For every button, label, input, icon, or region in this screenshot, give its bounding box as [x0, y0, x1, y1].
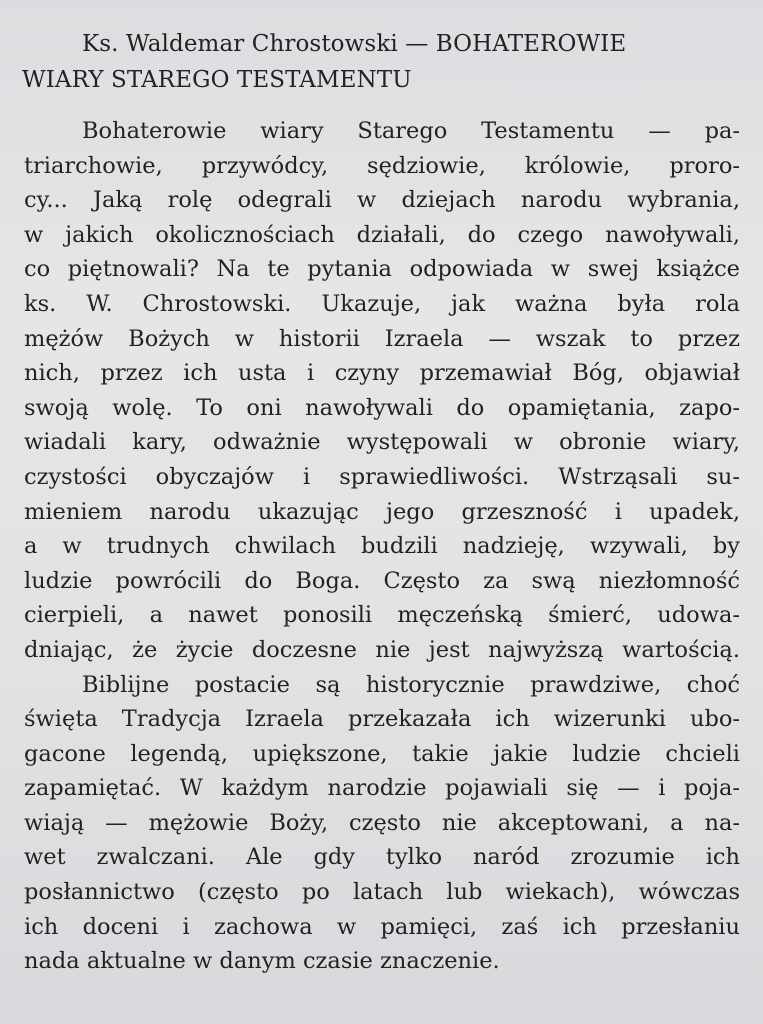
text-line: Biblijne postacie są historycznie prawdziwe, choć — [82, 671, 740, 698]
text-line: gacone legendą, upiększone, takie jakie ludzie chcieli — [24, 740, 740, 767]
text-line: swoją wolę. To oni nawoływali do opamiętania, zapo- — [24, 394, 740, 421]
text-line: ludzie powrócili do Boga. Często za swą niezłomność — [24, 567, 740, 594]
text-line: co piętnowali? Na te pytania odpowiada w swej książce — [24, 256, 740, 283]
text-line: wiają — mężowie Boży, często nie akceptowani, a na- — [24, 809, 740, 836]
header-author-title-line: Ks. Waldemar Chrostowski — BOHATEROWIE — [82, 31, 627, 57]
text-line: cy... Jaką rolę odegrali w dziejach narodu wybrania, — [24, 187, 740, 214]
text-line: ich doceni i zachowa w pamięci, zaś ich przesłaniu — [24, 913, 740, 940]
text-line: posłannictwo (często po latach lub wiekach), wówczas — [24, 879, 740, 906]
text-line: cierpieli, a nawet ponosili męczeńską śmierć, udowa- — [24, 602, 740, 629]
text-line: zapamiętać. W każdym narodzie pojawiali się — i poja- — [24, 775, 740, 802]
text-line: wiadali kary, odważnie występowali w obronie wiary, — [24, 429, 740, 456]
text-line: Bohaterowie wiary Starego Testamentu — pa- — [82, 118, 740, 144]
text-line: nada aktualne w danym czasie znaczenie. — [24, 948, 500, 975]
text-line: czystości obyczajów i sprawiedliwości. Wstrząsali su- — [24, 463, 740, 490]
text-line: dniając, że życie doczesne nie jest najwyższą wartością. — [24, 636, 740, 663]
book-header — [22, 26, 742, 98]
text-line: a w trudnych chwilach budzili nadzieję, wzywali, by — [24, 533, 740, 560]
header-title-line: WIARY STAREGO TESTAMENTU — [22, 67, 412, 93]
text-line: mieniem narodu ukazując jego grzeszność i upadek, — [24, 498, 740, 525]
text-line: wet zwalczani. Ale gdy tylko naród zrozumie ich — [24, 844, 740, 871]
text-line: triarchowie, przywódcy, sędziowie, królowie, proro- — [24, 152, 740, 179]
text-line: w jakich okolicznościach działali, do czego nawoływali, — [24, 221, 740, 248]
text-line: ks. W. Chrostowski. Ukazuje, jak ważna była rola — [24, 290, 740, 317]
text-line: nich, przez ich usta i czyny przemawiał Bóg, objawiał — [24, 360, 740, 387]
book-description — [24, 114, 740, 979]
text-line: mężów Bożych w historii Izraela — wszak to przez — [24, 325, 740, 352]
text-line: święta Tradycja Izraela przekazała ich wizerunki ubo- — [24, 706, 740, 733]
